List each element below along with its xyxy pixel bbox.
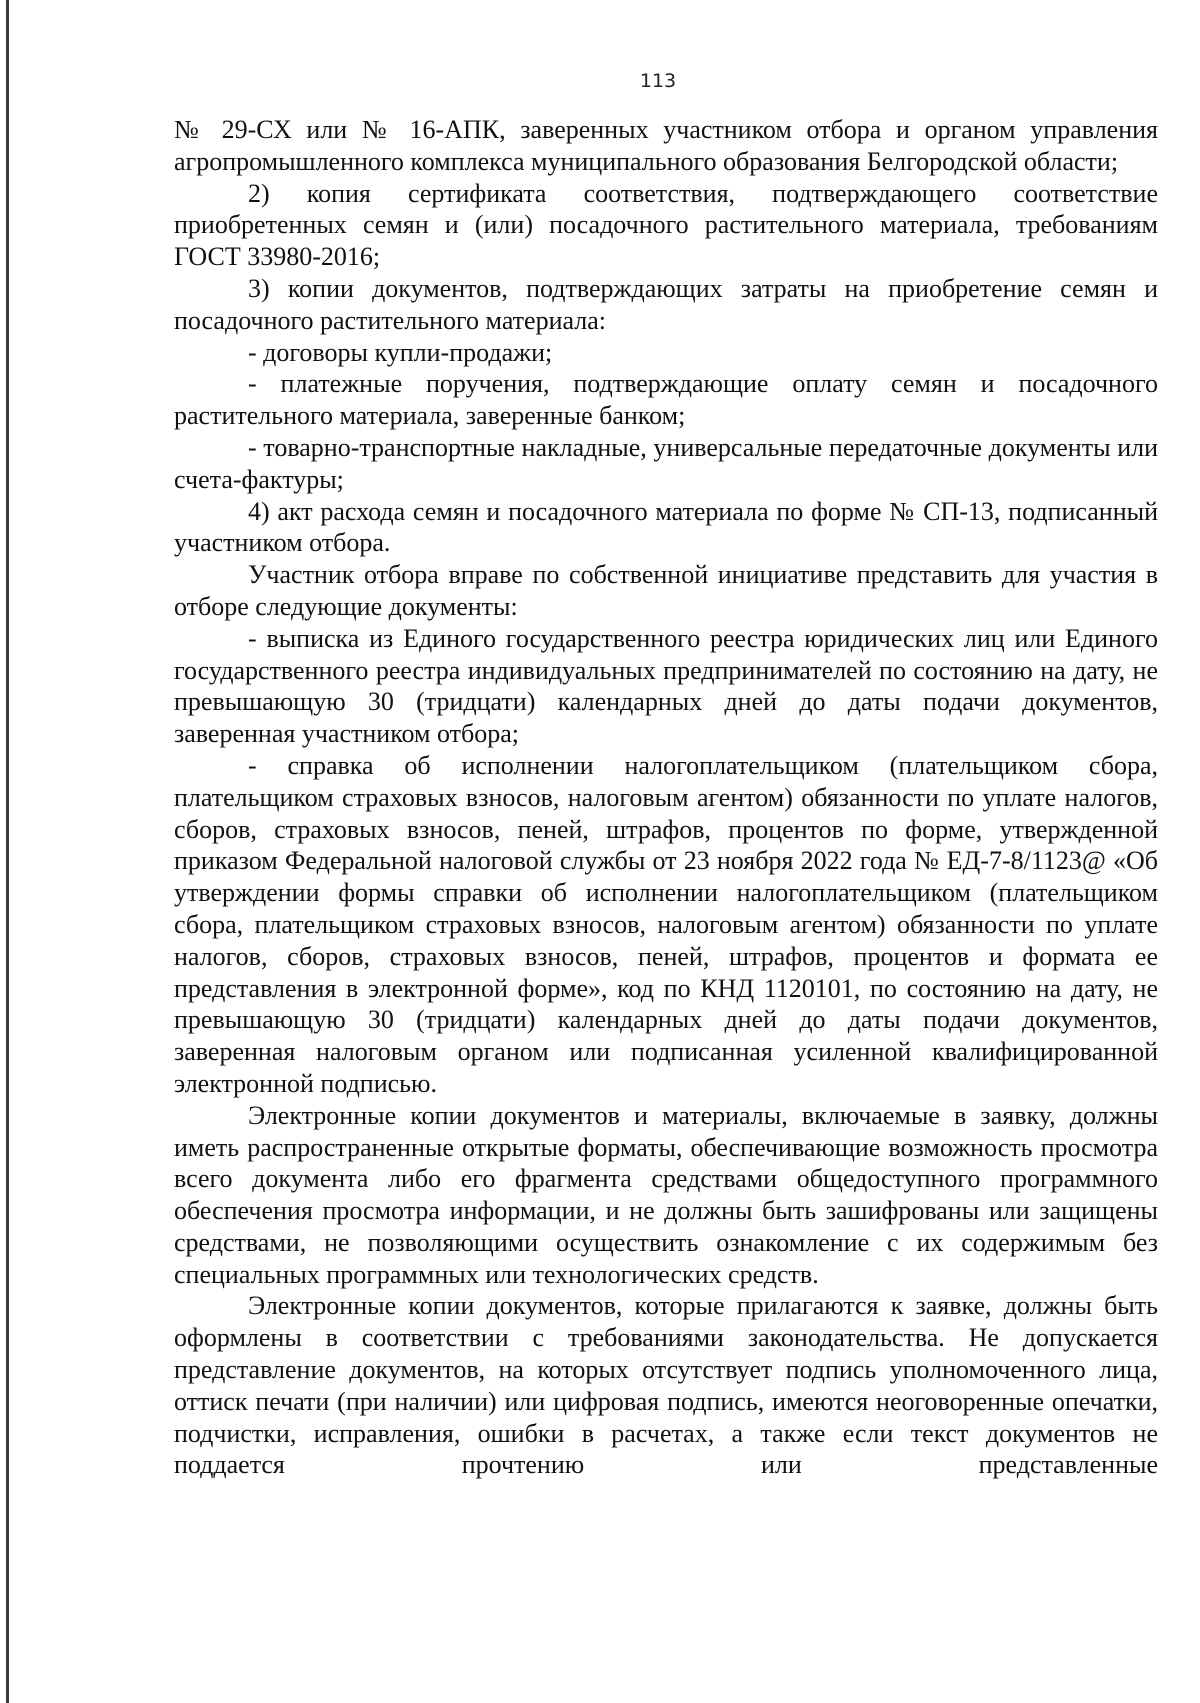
sub-item-register-extract: - выписка из Единого государственного реестра юридических лиц или Единого государственного реестра индивидуальных предпринимателей по состоянию на дату, не превышающую 30 (тридцати) календарных дней до даты подачи документов, заверенная участником отбора; (174, 623, 1158, 749)
list-item-4: 4) акт расхода семян и посадочного материала по форме № СП-13, подписанный участником отбора. (174, 496, 1158, 558)
page-number: 113 (639, 70, 677, 92)
sub-item-invoices: - товарно-транспортные накладные, универсальные передаточные документы или счета-фактуры; (174, 432, 1158, 494)
paragraph-continuation: № 29-СХ или № 16-АПК, заверенных участником отбора и органом управления агропромышленного комплекса муниципального образования Белгородской области; (174, 115, 1158, 176)
paragraph-optional-docs: Участник отбора вправе по собственной инициативе представить для участия в отборе следующие документы: (174, 560, 1158, 621)
sub-item-contracts: - договоры купли-продажи; (248, 337, 553, 367)
paragraph-electronic-formats: Электронные копии документов и материалы, включаемые в заявку, должны иметь распространенные открытые форматы, обеспечивающие возможность просмотра всего документа либо его фрагмента средствами общедоступного программного обеспечения просмотра информации, и не должны быть зашифрованы или защищены средствами, не позволяющими осуществить ознакомление с их содержимым без специальных программных или технологических средств. (174, 1100, 1158, 1289)
sub-item-tax-certificate: - справка об исполнении налогоплательщиком (плательщиком сбора, плательщиком страховых взносов, налоговым агентом) обязанности по уплате налогов, сборов, страховых взносов, пеней, штрафов, процентов по форме, утвержденной приказом Федеральной налоговой службы от 23 ноября 2022 года № ЕД-7-8/1123@ «Об утверждении формы справки об исполнении налогоплательщиком (плательщиком сбора, плательщиком страховых взносов, налоговым агентом) обязанности по уплате налогов, сборов, страховых взносов, пеней, штрафов, процентов и формата ее представления в электронной форме», код по КНД 1120101, по состоянию на дату, не превышающую 30 (тридцати) календарных дней до даты подачи документов, заверенная налоговым органом или подписанная усиленной квалифицированной электронной подписью. (174, 750, 1158, 1098)
scan-edge-line (6, 0, 9, 1703)
document-body (174, 114, 1158, 1481)
paragraph-electronic-requirements: Электронные копии документов, которые прилагаются к заявке, должны быть оформлены в соответствии с требованиями законодательства. Не допускается представление документов, на которых отсутствует подпись уполномоченного лица, оттиск печати (при наличии) или цифровая подпись, имеются неоговоренные опечатки, подчистки, исправления, ошибки в расчетах, а также если текст документов не поддается прочтению или представленные (174, 1291, 1158, 1480)
sub-item-payment-orders: - платежные поручения, подтверждающие оплату семян и посадочного растительного материала, заверенные банком; (174, 369, 1158, 431)
list-item-3: 3) копии документов, подтверждающих затраты на приобретение семян и посадочного растительного материала: (174, 273, 1158, 335)
list-item-2: 2) копия сертификата соответствия, подтверждающего соответствие приобретенных семян и (или) посадочного растительного материала, требованиям ГОСТ 33980-2016; (174, 178, 1158, 272)
